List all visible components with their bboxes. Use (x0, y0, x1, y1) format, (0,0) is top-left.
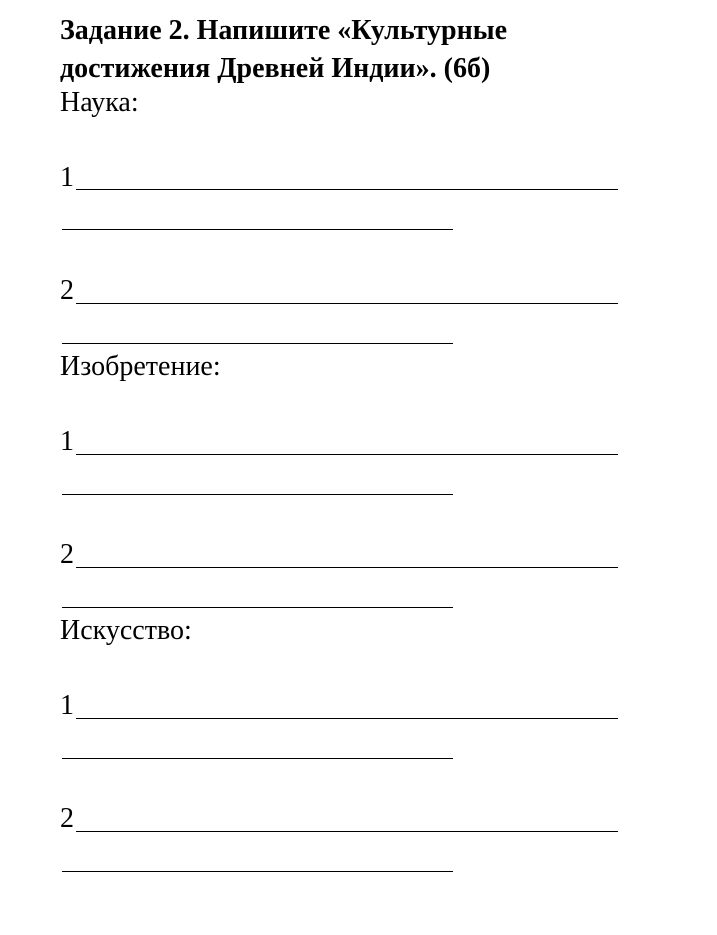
invention-item-2-number: 2 (60, 539, 74, 570)
science-item-1-number: 1 (60, 162, 74, 193)
invention-item-1-answer-line-1[interactable] (76, 454, 618, 455)
invention-item-2-answer-line-1[interactable] (76, 567, 618, 568)
science-item-2-number: 2 (60, 275, 74, 306)
task-title (60, 12, 680, 88)
task-title-line-2: достижения Древней Индии». (6б) (60, 53, 491, 84)
art-item-1-answer-line-1[interactable] (76, 718, 618, 719)
science-item-2-answer-line-1[interactable] (76, 303, 618, 304)
art-item-2-number: 2 (60, 803, 74, 834)
art-item-2-answer-line-2[interactable] (62, 871, 453, 872)
section-heading-science: Наука: (60, 87, 139, 118)
art-item-2-answer-line-1[interactable] (76, 831, 618, 832)
invention-item-1-answer-line-2[interactable] (62, 494, 453, 495)
science-item-1-answer-line-2[interactable] (62, 229, 453, 230)
section-heading-invention: Изобретение: (60, 351, 221, 382)
invention-item-1-number: 1 (60, 426, 74, 457)
science-item-1-answer-line-1[interactable] (76, 189, 618, 190)
art-item-1-answer-line-2[interactable] (62, 758, 453, 759)
section-heading-art: Искусство: (60, 615, 192, 646)
task-title-line-1: Задание 2. Напишите «Культурные (60, 15, 508, 46)
science-item-2-answer-line-2[interactable] (62, 343, 453, 344)
art-item-1-number: 1 (60, 690, 74, 721)
invention-item-2-answer-line-2[interactable] (62, 607, 453, 608)
